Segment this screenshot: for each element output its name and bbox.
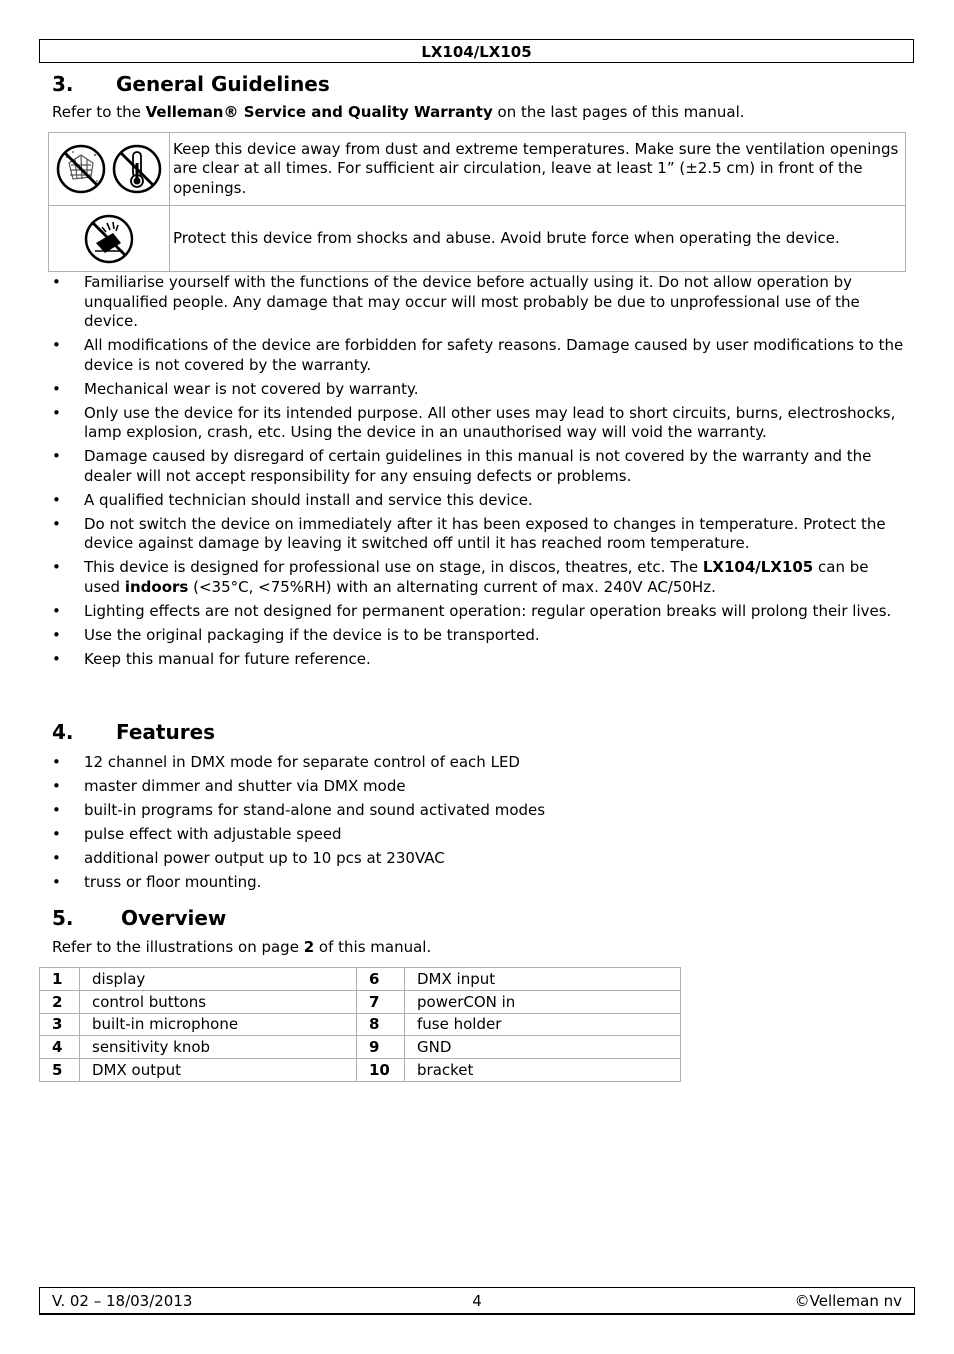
item-label: fuse holder (405, 1013, 681, 1036)
text: of this manual. (314, 938, 432, 956)
warning-table (48, 132, 906, 272)
section-heading-features (52, 719, 215, 745)
intro-text: Refer to the (52, 103, 146, 121)
item-number: 2 (40, 990, 80, 1013)
no-shock-icon (83, 229, 135, 247)
list-item: • Lighting effects are not designed for permanent operation: regular operation breaks will prolong their lives. (52, 602, 907, 622)
item-number: 3 (40, 1013, 80, 1036)
warning-row (49, 133, 906, 206)
guidelines-list (52, 273, 907, 674)
item-label: powerCON in (405, 990, 681, 1013)
text: (<35°C, <75%RH) with an alternating current of max. 240V AC/50Hz. (188, 577, 716, 596)
running-header: LX104/LX105 (39, 39, 914, 63)
text: This device is designed for professional use on stage, in discos, theatres, etc. The (84, 558, 703, 576)
warning-row (49, 206, 906, 272)
warning-text: Keep this device away from dust and extreme temperatures. Make sure the ventilation openings are clear at all times. For sufficient air circulation, leave at least 1” (±2.5 cm) in front of the openings. (170, 133, 906, 206)
list-item: • Damage caused by disregard of certain guidelines in this manual is not covered by the warranty and the dealer will not accept responsibility for any ensuing defects or problems. (52, 447, 907, 486)
list-item (52, 558, 907, 597)
page-reference: 2 (303, 938, 315, 956)
table-row (40, 1059, 681, 1082)
section-number: 3. (52, 72, 74, 96)
warranty-reference (52, 103, 745, 122)
section-number: 5. (52, 906, 74, 930)
page-number: 4 (472, 1292, 482, 1310)
section-heading-overview (52, 905, 226, 931)
item-label: bracket (405, 1059, 681, 1082)
item-number: 6 (357, 968, 405, 991)
list-item: • built-in programs for stand-alone and sound activated modes (52, 801, 907, 821)
table-row (40, 968, 681, 991)
section-title: General Guidelines (116, 72, 330, 96)
model-name: LX104/LX105 (702, 558, 814, 576)
list-item: • master dimmer and shutter via DMX mode (52, 777, 907, 797)
list-item: • All modifications of the device are forbidden for safety reasons. Damage caused by user modifications to the device is not covered by the warranty. (52, 336, 907, 375)
section-title: Features (116, 720, 216, 744)
warranty-name: Velleman® Service and Quality Warranty (145, 103, 493, 121)
copyright: ©Velleman nv (794, 1292, 902, 1310)
list-item: • 12 channel in DMX mode for separate control of each LED (52, 753, 907, 773)
no-dust-icon (55, 160, 112, 178)
table-row (40, 1013, 681, 1036)
text: Refer to the illustrations on page (52, 938, 304, 956)
section-title: Overview (121, 906, 227, 930)
item-number: 5 (40, 1059, 80, 1082)
list-item: • Keep this manual for future reference. (52, 650, 907, 670)
list-item: • A qualified technician should install and service this device. (52, 491, 907, 511)
item-number: 10 (357, 1059, 405, 1082)
item-label: DMX input (405, 968, 681, 991)
item-number: 7 (357, 990, 405, 1013)
section-heading-general-guidelines (52, 71, 330, 97)
table-row (40, 990, 681, 1013)
item-label: control buttons (80, 990, 357, 1013)
overview-table (39, 967, 681, 1082)
list-item: • Mechanical wear is not covered by warranty. (52, 380, 907, 400)
item-label: DMX output (80, 1059, 357, 1082)
warning-text: Protect this device from shocks and abuse. Avoid brute force when operating the device. (170, 206, 906, 272)
version-date: V. 02 – 18/03/2013 (52, 1292, 193, 1310)
item-label: built-in microphone (80, 1013, 357, 1036)
item-number: 8 (357, 1013, 405, 1036)
overview-reference (52, 938, 431, 957)
item-number: 9 (357, 1036, 405, 1059)
features-list (52, 753, 907, 897)
no-extreme-temperature-icon (111, 160, 163, 178)
list-item: • Only use the device for its intended purpose. All other uses may lead to short circuits, burns, electroshocks, lamp explosion, crash, etc. Using the device in an unauthorised way will void the warranty. (52, 404, 907, 443)
item-label: display (80, 968, 357, 991)
warning-icons-cell (49, 133, 170, 206)
table-row (40, 1036, 681, 1059)
indoors-emphasis: indoors (124, 577, 189, 596)
list-item: • truss or floor mounting. (52, 873, 907, 893)
warning-icons-cell (49, 206, 170, 272)
item-number: 1 (40, 968, 80, 991)
page-footer (39, 1287, 915, 1315)
item-number: 4 (40, 1036, 80, 1059)
list-item: • pulse effect with adjustable speed (52, 825, 907, 845)
section-number: 4. (52, 720, 74, 744)
item-label: sensitivity knob (80, 1036, 357, 1059)
list-item: • Use the original packaging if the device is to be transported. (52, 626, 907, 646)
text: can be used (84, 558, 869, 596)
list-item: • additional power output up to 10 pcs at 230VAC (52, 849, 907, 869)
list-item: • Familiarise yourself with the functions of the device before actually using it. Do not allow operation by unqualified people. Any damage that may occur will most probably be due to unprofessional use of the device. (52, 273, 907, 332)
intro-text-end: on the last pages of this manual. (492, 103, 745, 121)
list-item: • Do not switch the device on immediately after it has been exposed to changes in temperature. Protect the device against damage by leaving it switched off until it has reached room temperature. (52, 515, 907, 554)
item-label: GND (405, 1036, 681, 1059)
